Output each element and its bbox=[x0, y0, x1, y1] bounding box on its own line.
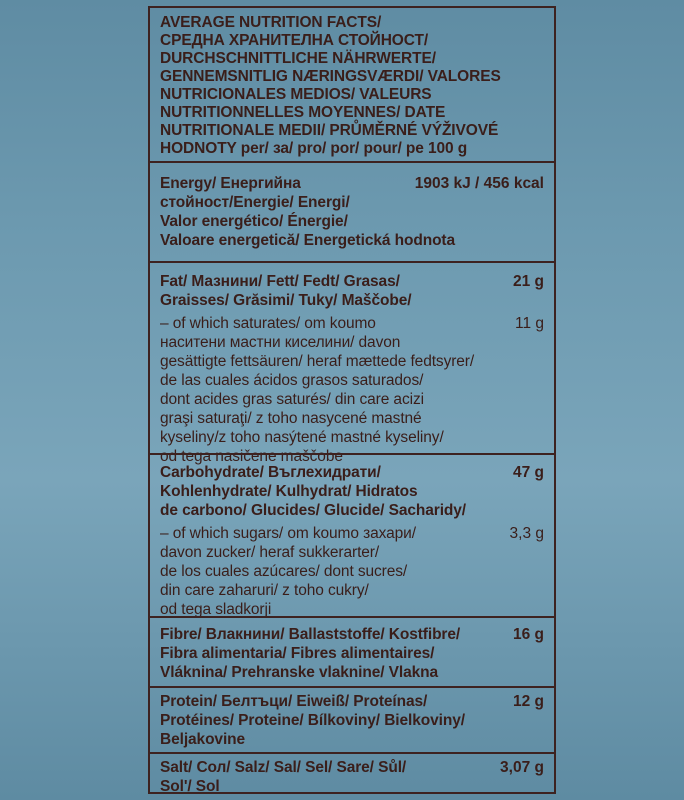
fat-value: 21 g bbox=[512, 273, 544, 290]
energy-value: 1903 kJ / 456 kcal bbox=[414, 175, 544, 192]
header-line: DURCHSCHNITTLICHE NÄHRWERTE/ bbox=[160, 50, 436, 67]
fibre-label: Fibra alimentaria/ Fibres alimentaires/ bbox=[160, 645, 435, 662]
salt-label: Salt/ Сол/ Salz/ Sal/ Sel/ Sare/ Sůl/ bbox=[160, 759, 407, 776]
energy-label: Valor energético/ Énergie/ bbox=[160, 213, 348, 230]
carbs-label: Kohlenhydrate/ Kulhydrat/ Hidratos bbox=[160, 483, 418, 500]
nutrition-table bbox=[148, 6, 556, 794]
sugars-label: – of which sugars/ om koumo захари/ bbox=[160, 525, 416, 542]
sugars-value: 3,3 g bbox=[509, 525, 544, 542]
carbs-section bbox=[150, 453, 554, 618]
protein-value: 12 g bbox=[512, 693, 544, 710]
header-line: NUTRITIONALE MEDII/ PRŮMĚRNÉ VÝŽIVOVÉ bbox=[160, 122, 499, 139]
fibre-label: Vláknina/ Prehranske vlaknine/ Vlakna bbox=[160, 664, 439, 681]
saturates-label: od tega nasičene maščobe bbox=[160, 448, 343, 465]
sugars-label: din care zaharuri/ z toho cukry/ bbox=[160, 582, 369, 599]
protein-label: Protéines/ Proteine/ Bílkoviny/ Bielkoviny/ bbox=[160, 712, 465, 729]
header-line: HODNOTY per/ за/ pro/ por/ pour/ pe 100 g bbox=[160, 140, 468, 157]
energy-label: Valoare energetică/ Energetická hodnota bbox=[160, 232, 456, 249]
saturates-label: kyseliny/z toho nasýtené mastné kyseliny/ bbox=[160, 429, 444, 446]
saturates-label: – of which saturates/ om koumo bbox=[160, 315, 376, 332]
saturates-label: dont acides gras saturés/ din care acizi bbox=[160, 391, 424, 408]
sugars-label: od tega sladkorji bbox=[160, 601, 272, 618]
protein-section bbox=[150, 686, 554, 754]
protein-label: Protein/ Белтъци/ Eiweiß/ Proteínas/ bbox=[160, 693, 428, 710]
fibre-label: Fibre/ Влакнини/ Ballaststoffe/ Kostfibre/ bbox=[160, 626, 461, 643]
sugars-label: de los cuales azúcares/ dont sucres/ bbox=[160, 563, 408, 580]
fat-label: Graisses/ Grăsimi/ Tuky/ Maščobe/ bbox=[160, 292, 412, 309]
fat-section bbox=[150, 261, 554, 465]
header-line: NUTRICIONALES MEDIOS/ VALEURS bbox=[160, 86, 432, 103]
header-line: NUTRITIONNELLES MOYENNES/ DATE bbox=[160, 104, 446, 121]
salt-label: Sol'/ Sol bbox=[160, 778, 220, 795]
saturates-value: 11 g bbox=[514, 315, 544, 332]
saturates-label: gesättigte fettsäuren/ heraf mættede fedtsyrer/ bbox=[160, 353, 475, 370]
fibre-value: 16 g bbox=[512, 626, 544, 643]
energy-label: стойност/Energie/ Energi/ bbox=[160, 194, 350, 211]
saturates-label: наситени мастни киселини/ davon bbox=[160, 334, 401, 351]
header-section bbox=[150, 8, 554, 161]
saturates-label: graşi saturaţi/ z toho nasycené mastné bbox=[160, 410, 422, 427]
header-line: СРЕДНА ХРАНИТЕЛНА СТОЙНОСТ/ bbox=[160, 32, 429, 49]
energy-label: Energy/ Енергийна bbox=[160, 175, 301, 192]
protein-label: Beljakovine bbox=[160, 731, 246, 748]
header-line: GENNEMSNITLIG NÆRINGSVÆRDI/ VALORES bbox=[160, 68, 501, 85]
carbs-label: Carbohydrate/ Въглехидрати/ bbox=[160, 464, 381, 481]
saturates-label: de las cuales ácidos grasos saturados/ bbox=[160, 372, 424, 389]
fibre-section bbox=[150, 616, 554, 688]
sugars-label: davon zucker/ heraf sukkerarter/ bbox=[160, 544, 380, 561]
salt-value: 3,07 g bbox=[500, 759, 544, 776]
fat-label: Fat/ Мазнини/ Fett/ Fedt/ Grasas/ bbox=[160, 273, 400, 290]
salt-section bbox=[150, 752, 554, 796]
carbs-value: 47 g bbox=[512, 464, 544, 481]
energy-section bbox=[150, 161, 554, 263]
header-line: AVERAGE NUTRITION FACTS/ bbox=[160, 14, 382, 31]
carbs-label: de carbono/ Glucides/ Glucide/ Sacharidy/ bbox=[160, 502, 466, 519]
